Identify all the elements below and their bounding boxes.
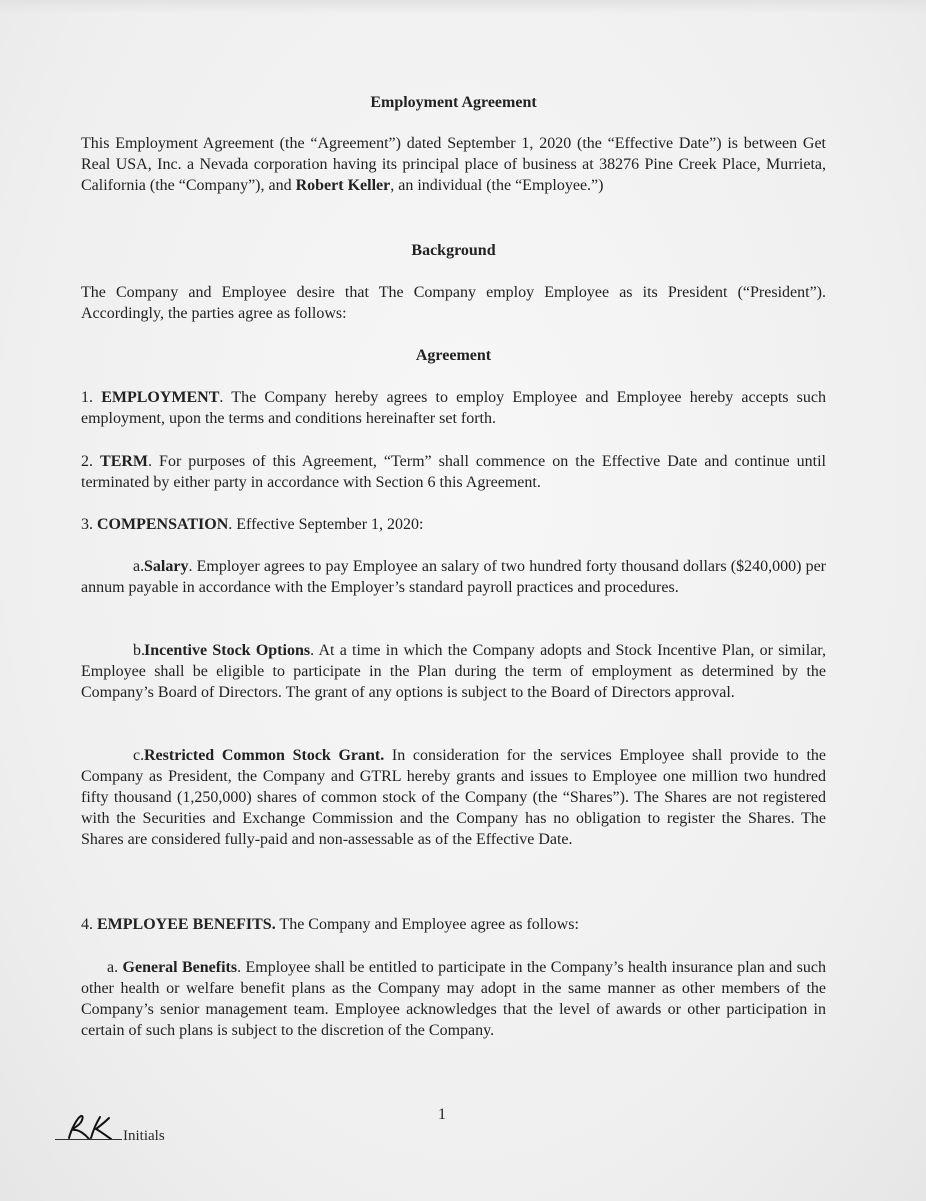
section-3a-salary [81, 556, 826, 598]
section-3b-title: Incentive Stock Options [144, 642, 311, 659]
section-4a-title: General Benefits [122, 959, 238, 976]
section-3c-letter: c. [133, 747, 145, 764]
signature-initials [59, 1112, 121, 1142]
intro-text-1: This Employment Agreement (the “Agreement”) dated September 1, 2020 (the “Effective Date”) is between Get Real USA, Inc. a Nevada corporation having its principal place of business at 38276 Pine Creek Place, Murrieta, California (the “Company”), and [81, 135, 826, 194]
section-4a-text: . Employee shall be entitled to participate in the Company’s health insurance plan and such other health or welfare benefit plans as the Company may adopt in the same manner as other members of the Company’s senior management team. Employee acknowledges that the level of awards or other participation in certain of such plans is subject to the discretion of the Company. [81, 959, 827, 1039]
section-3-number: 3. [81, 516, 93, 533]
section-1-title: EMPLOYMENT [101, 389, 220, 406]
employee-name: Robert Keller [295, 177, 391, 194]
section-1-text: . The Company hereby agrees to employ Employee and Employee hereby accepts such employment, upon the terms and conditions hereinafter set forth. [81, 389, 827, 427]
section-1-employment [81, 387, 826, 429]
section-1-number: 1. [81, 389, 93, 406]
section-2-text: . For purposes of this Agreement, “Term” shall commence on the Effective Date and continue until terminated by either party in accordance with Section 6 this Agreement. [81, 453, 826, 491]
section-4-number: 4. [81, 916, 93, 933]
section-3a-letter: a. [133, 558, 145, 575]
section-3-title: COMPENSATION [97, 516, 229, 533]
section-3-compensation [81, 514, 826, 535]
section-3b-stock-options [81, 640, 826, 703]
section-3b-text: . At a time in which the Company adopts and Stock Incentive Plan, or similar, Employee shall be eligible to participate in the Plan during the term of employment as determined by the Company’s Board of Directors. The grant of any options is subject to the Board of Directors approval. [81, 642, 826, 701]
section-4a-general-benefits [81, 957, 826, 1041]
document-title: Employment Agreement [370, 94, 537, 111]
section-3c-stock-grant [81, 745, 826, 850]
background-paragraph: The Company and Employee desire that The Company employ Employee as its President (“President”). Accordingly, the parties agree as follows: [81, 284, 826, 322]
section-2-title: TERM [100, 453, 149, 470]
section-3c-text: In consideration for the services Employee shall provide to the Company as President, the Company and GTRL hereby grants and issues to Employee one million two hundred fifty thousand (1,250,000) shares of common stock of the Company (the “Shares”). The Shares are not registered with the Securities and Exchange Commission and the Company has no obligation to register the Shares. The Shares are considered fully-paid and non-assessable as of the Effective Date. [81, 747, 827, 848]
intro-paragraph [81, 133, 826, 196]
initials-block [55, 1112, 175, 1152]
agreement-heading: Agreement [415, 347, 492, 364]
section-3c-title: Restricted Common Stock Grant. [144, 747, 385, 764]
section-4-benefits [81, 914, 826, 935]
section-4a-letter: a. [107, 959, 119, 976]
background-heading: Background [411, 242, 496, 259]
section-3a-text: . Employer agrees to pay Employee an salary of two hundred forty thousand dollars ($240,000) per annum payable in accordance with the Employer’s standard payroll practices and procedures. [81, 558, 826, 596]
intro-text-2: , an individual (the “Employee.”) [390, 177, 604, 194]
section-2-number: 2. [81, 453, 93, 470]
section-3a-title: Salary [144, 558, 189, 575]
section-3b-letter: b. [133, 642, 145, 659]
section-3-text: . Effective September 1, 2020: [228, 516, 424, 533]
section-4-title: EMPLOYEE BENEFITS. [97, 916, 276, 933]
initials-line [55, 1139, 122, 1140]
page-number: 1 [438, 1106, 446, 1123]
section-2-term [81, 451, 826, 493]
initials-label: Initials [123, 1128, 165, 1144]
section-4-text: The Company and Employee agree as follows: [275, 916, 579, 933]
